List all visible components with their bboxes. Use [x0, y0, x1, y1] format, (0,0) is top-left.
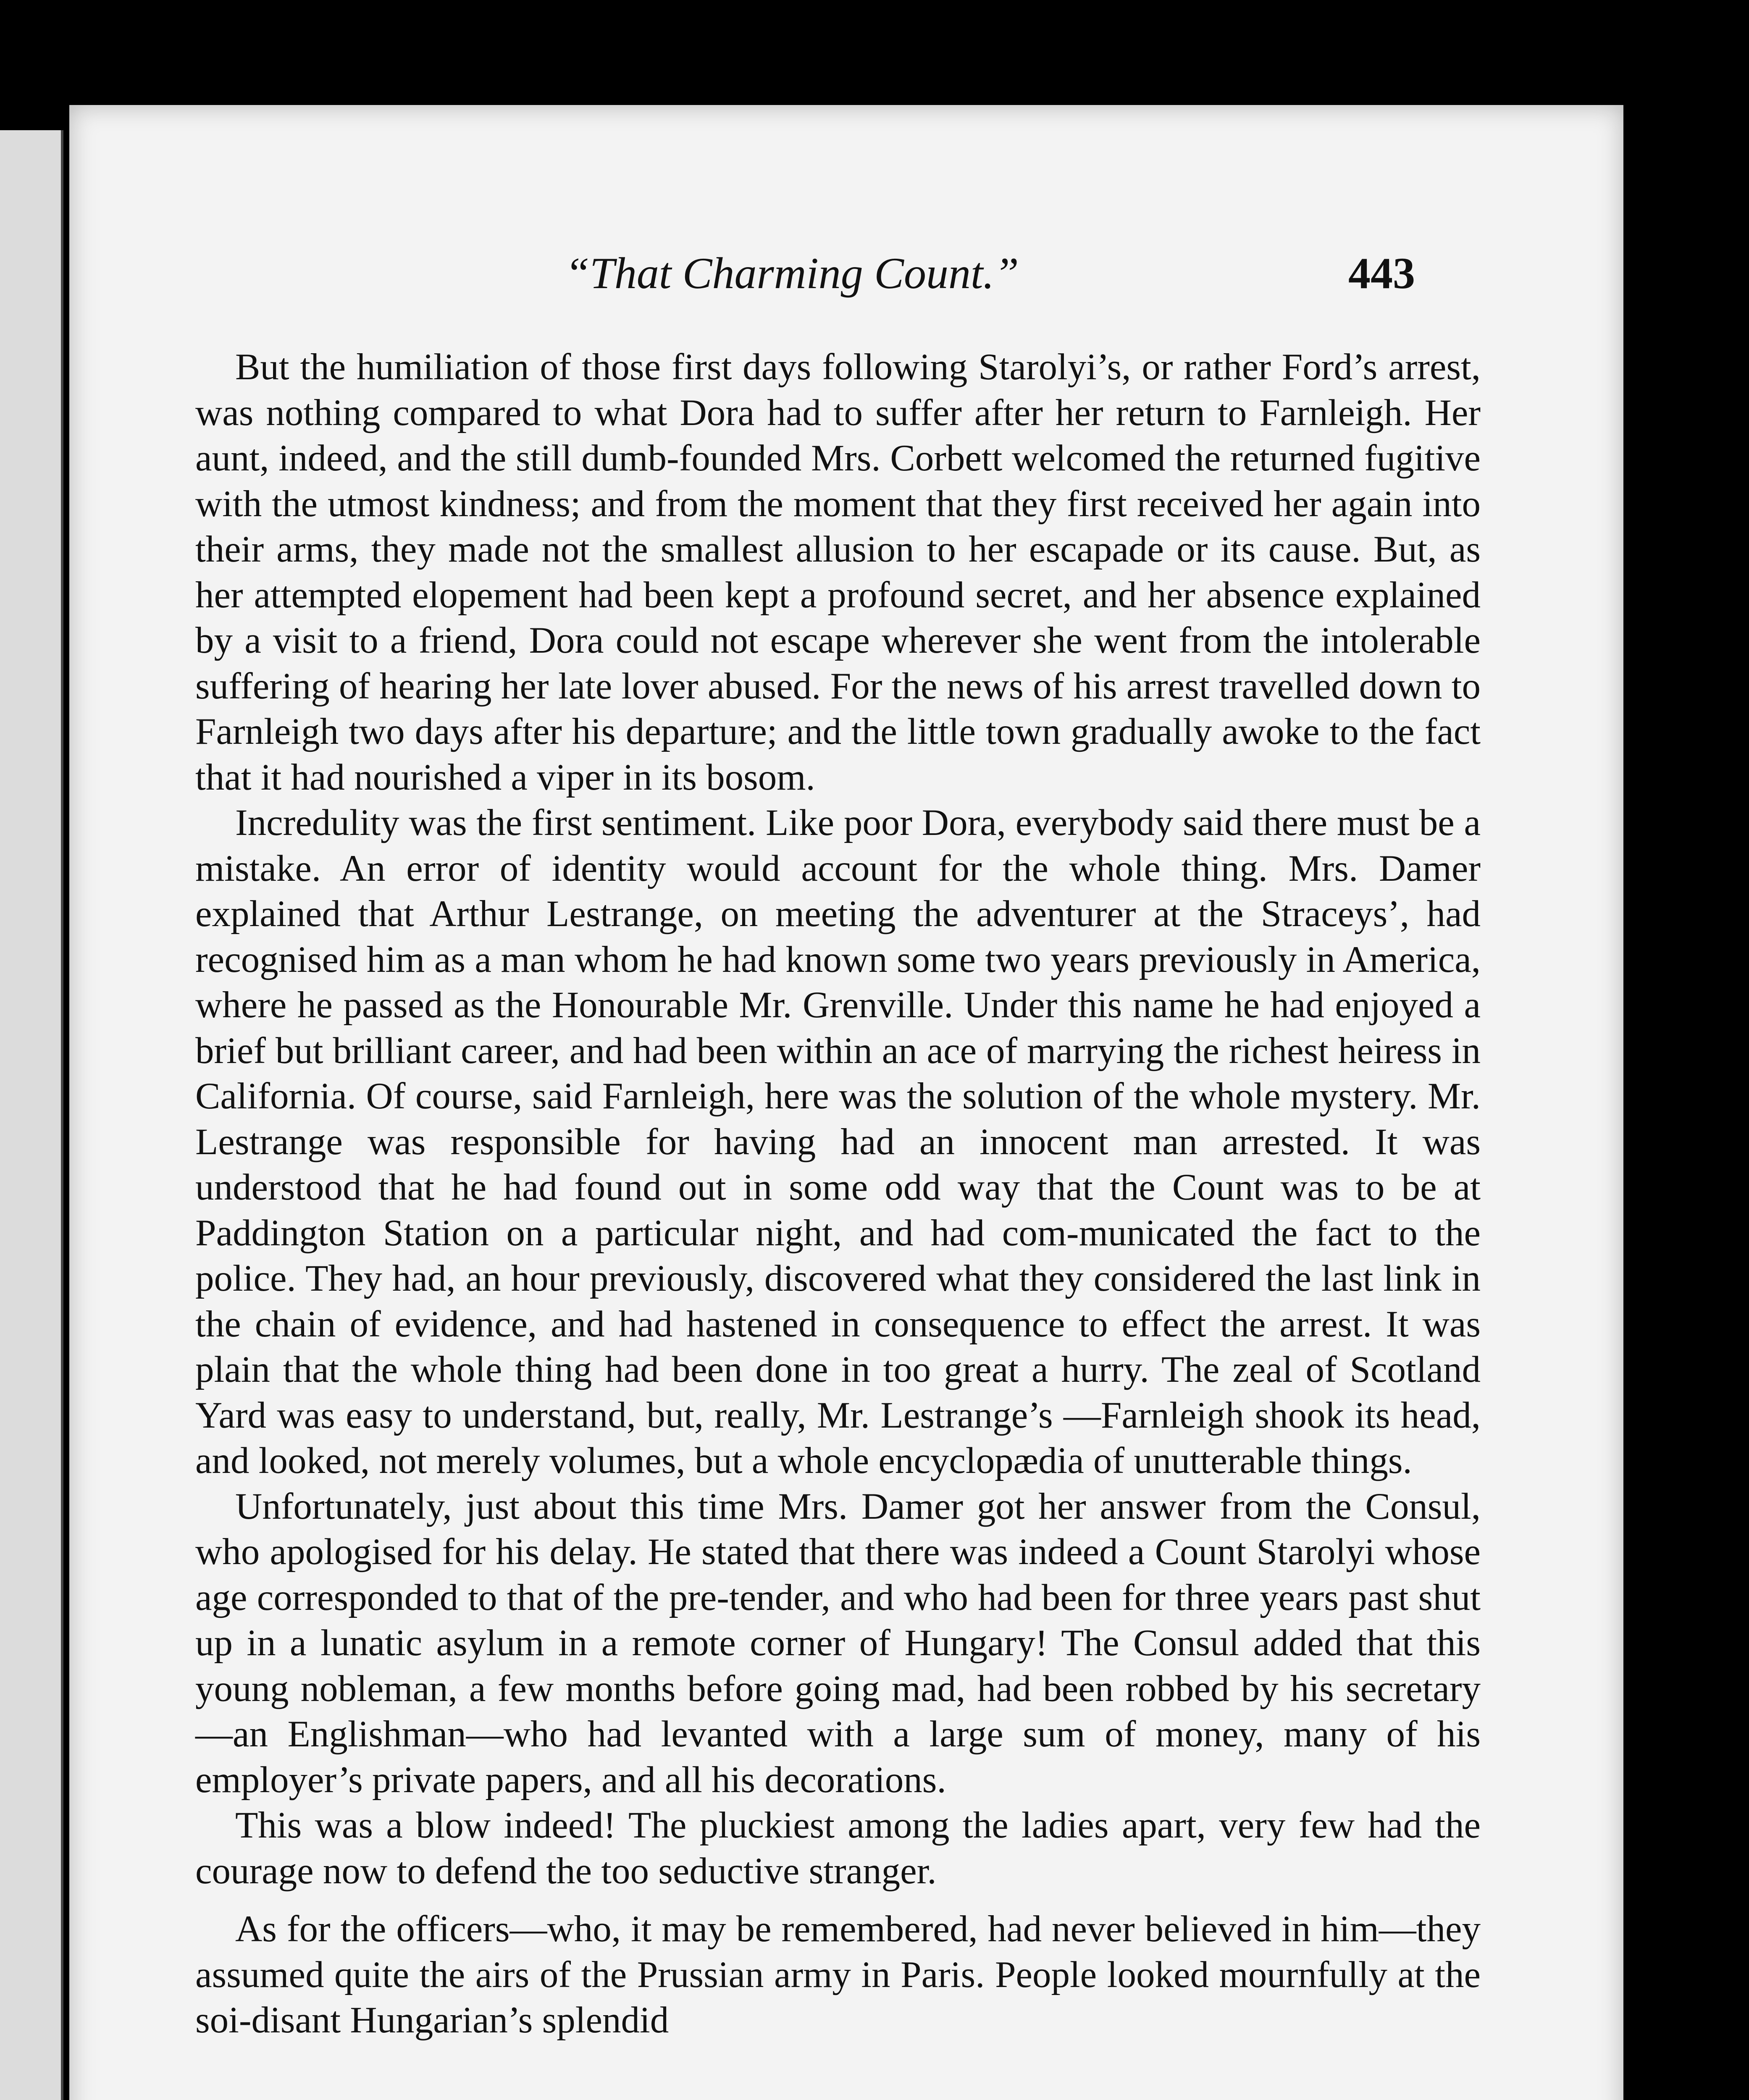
facing-page-edge	[0, 130, 63, 2100]
paragraph-1: But the humiliation of those first days following Starolyi’s, or rather Ford’s arrest, was nothing compared to what Dora had to suffer after her return to Farnleigh. Her aunt, indeed, and the still dumb-founded Mrs. Corbett welcomed the returned fugitive with the utmost kindness; and from the moment that they first received her again into their arms, they made not the smallest allusion to her escapade or its cause. But, as her attempted elopement had been kept a profound secret, and her absence explained by a visit to a friend, Dora could not escape wherever she went from the intolerable suffering of hearing her late lover abused. For the news of his arrest travelled down to Farnleigh two days after his departure; and the little town gradually awoke to the fact that it had nourished a viper in its bosom.	[195, 346, 1481, 798]
paragraph-3: Unfortunately, just about this time Mrs. Damer got her answer from the Consul, who apologised for his delay. He stated that there was indeed a Count Starolyi whose age corresponded to that of the pre-tender, and who had been for three years past shut up in a lunatic asylum in a remote corner of Hungary! The Consul added that this young nobleman, a few months before going mad, had been robbed by his secretary—an Englishman—who had levanted with a large sum of money, many of his employer’s private papers, and all his decorations.	[195, 1486, 1481, 1801]
running-title: “That Charming Count.”	[565, 249, 1019, 298]
body-text	[195, 344, 1481, 2043]
paragraph-2: Incredulity was the first sentiment. Like poor Dora, everybody said there must be a mistake. An error of identity would account for the whole thing. Mrs. Damer explained that Arthur Lestrange, on meeting the adventurer at the Straceys’, had recognised him as a man whom he had known some two years previously in America, where he passed as the Honourable Mr. Grenville. Under this name he had enjoyed a brief but brilliant career, and had been within an ace of marrying the richest heiress in California. Of course, said Farnleigh, here was the solution of the whole mystery. Mr. Lestrange was responsible for having had an innocent man arrested. It was understood that he had found out in some odd way that the Count was to be at Paddington Station on a particular night, and had com-municated the fact to the police. They had, an hour previously, discovered what they considered the last link in the chain of evidence, and had hastened in consequence to effect the arrest. It was plain that the whole thing had been done in too great a hurry. The zeal of Scotland Yard was easy to understand, but, really, Mr. Lestrange’s —Farnleigh shook its head, and looked, not merely volumes, but a whole encyclopædia of unutterable things.	[195, 802, 1481, 1481]
paragraph-5: As for the officers—who, it may be remembered, had never believed in him—they assumed quite the airs of the Prussian army in Paris. People looked mournfully at the soi-disant Hungarian’s splendid	[195, 1908, 1481, 2041]
page-number: 443	[1348, 249, 1415, 298]
page-header	[69, 248, 1623, 315]
paragraph-4: This was a blow indeed! The pluckiest among the ladies apart, very few had the courage now to defend the too seductive stranger.	[195, 1805, 1481, 1892]
book-page	[69, 105, 1623, 2100]
